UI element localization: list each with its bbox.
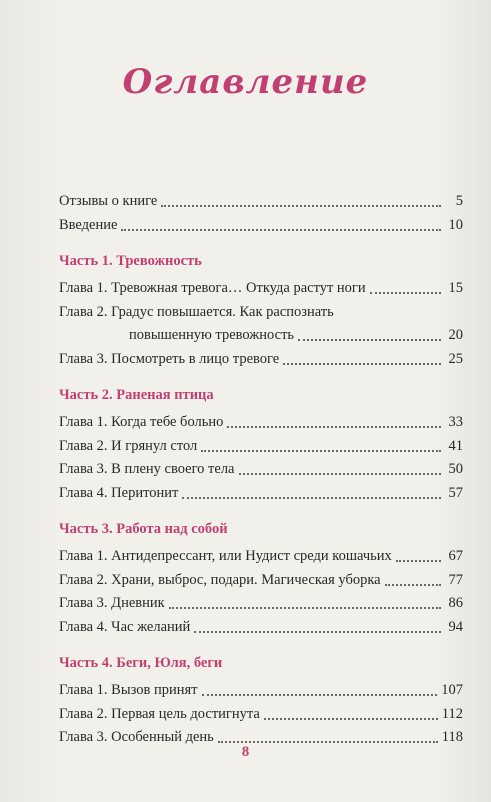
toc-entry-page: 41	[448, 437, 463, 454]
toc-entry[interactable]	[59, 458, 463, 482]
dot-leader	[194, 631, 441, 633]
toc-entry-page: 15	[448, 280, 463, 296]
toc-entry[interactable]	[59, 616, 463, 640]
toc-entry-page: 86	[448, 595, 463, 611]
toc-entry-reviews[interactable]	[59, 190, 463, 214]
dot-leader	[201, 450, 441, 452]
page-number: 8	[241, 744, 250, 760]
toc-entry[interactable]	[59, 545, 463, 569]
dot-leader	[161, 205, 441, 207]
part-heading[interactable]: Часть 2. Раненая птица	[59, 387, 214, 403]
toc-entry-page: 112	[441, 705, 463, 722]
toc-entry[interactable]	[59, 348, 463, 372]
part-heading[interactable]: Часть 4. Беги, Юля, беги	[59, 655, 223, 671]
toc-entry[interactable]	[59, 679, 463, 703]
dot-leader	[283, 363, 441, 365]
toc-entry-label: Глава 4. Перитонит	[59, 484, 179, 501]
toc-entry-page: 94	[448, 618, 463, 635]
toc-entry-label: Глава 2. Градус повышается. Как распознать	[59, 303, 334, 320]
dot-leader	[370, 292, 441, 294]
toc-entry-page: 50	[448, 461, 463, 477]
dot-leader	[385, 584, 441, 586]
part-heading[interactable]: Часть 1. Тревожность	[59, 253, 202, 269]
toc-entry[interactable]	[59, 569, 463, 593]
toc-entry-label: Глава 2. Первая цель достигнута	[59, 705, 260, 722]
toc-entry-page: 77	[448, 571, 463, 588]
toc-entry-label: Глава 2. И грянул стол	[59, 437, 198, 454]
toc-entry[interactable]	[59, 301, 463, 325]
toc-entry-continuation[interactable]	[59, 324, 463, 348]
toc-entry-page: 33	[448, 414, 463, 430]
toc-entry-label: Глава 2. Храни, выброс, подари. Магическая уборка	[59, 571, 381, 588]
dot-leader	[202, 694, 438, 696]
toc-entry-page: 67	[448, 548, 463, 564]
toc-entry-introduction[interactable]	[59, 214, 463, 238]
toc-entry-label: Глава 3. Особенный день	[59, 729, 214, 745]
dot-leader	[396, 560, 441, 562]
dot-leader	[218, 741, 438, 743]
dot-leader	[182, 497, 441, 499]
toc-entry-label: Введение	[59, 216, 118, 233]
dot-leader	[169, 607, 441, 609]
dot-leader	[239, 473, 442, 475]
dot-leader	[298, 339, 441, 341]
toc-entry-label: Глава 1. Тревожная тревога… Откуда растут ноги	[59, 280, 366, 296]
toc-entry-label: Отзывы о книге	[59, 193, 158, 209]
toc-entry[interactable]	[59, 592, 463, 616]
toc-entry-page: 25	[448, 350, 463, 367]
toc-entry-label: Глава 3. Посмотреть в лицо тревоге	[59, 350, 280, 367]
toc-entry[interactable]	[59, 482, 463, 506]
page-title: Оглавление	[122, 62, 369, 102]
toc-entry-page: 118	[441, 729, 463, 745]
toc-entry-label: Глава 1. Вызов принят	[59, 682, 198, 698]
toc-entry[interactable]	[59, 703, 463, 727]
toc-entry-page: 57	[448, 484, 463, 501]
toc-entry-label: Глава 3. В плену своего тела	[59, 461, 235, 477]
toc-entry-label-continued: повышенную тревожность	[129, 327, 295, 343]
dot-leader	[121, 229, 441, 231]
toc-entry[interactable]	[59, 435, 463, 459]
toc-entry-page: 20	[448, 327, 463, 343]
toc-entry-label: Глава 3. Дневник	[59, 595, 165, 611]
toc-entry-label: Глава 4. Час желаний	[59, 618, 191, 635]
toc-entry[interactable]	[59, 411, 463, 435]
dot-leader	[264, 718, 438, 720]
toc-entry[interactable]	[59, 277, 463, 301]
toc-entry-page: 5	[455, 193, 463, 209]
toc-entry-label: Глава 1. Когда тебе больно	[59, 414, 224, 430]
table-of-contents	[59, 190, 463, 750]
toc-entry-page: 107	[441, 682, 463, 698]
dot-leader	[227, 426, 441, 428]
part-heading[interactable]: Часть 3. Работа над собой	[59, 521, 228, 537]
toc-entry-page: 10	[448, 216, 463, 233]
toc-entry-label: Глава 1. Антидепрессант, или Нудист среди кошачьих	[59, 548, 392, 564]
